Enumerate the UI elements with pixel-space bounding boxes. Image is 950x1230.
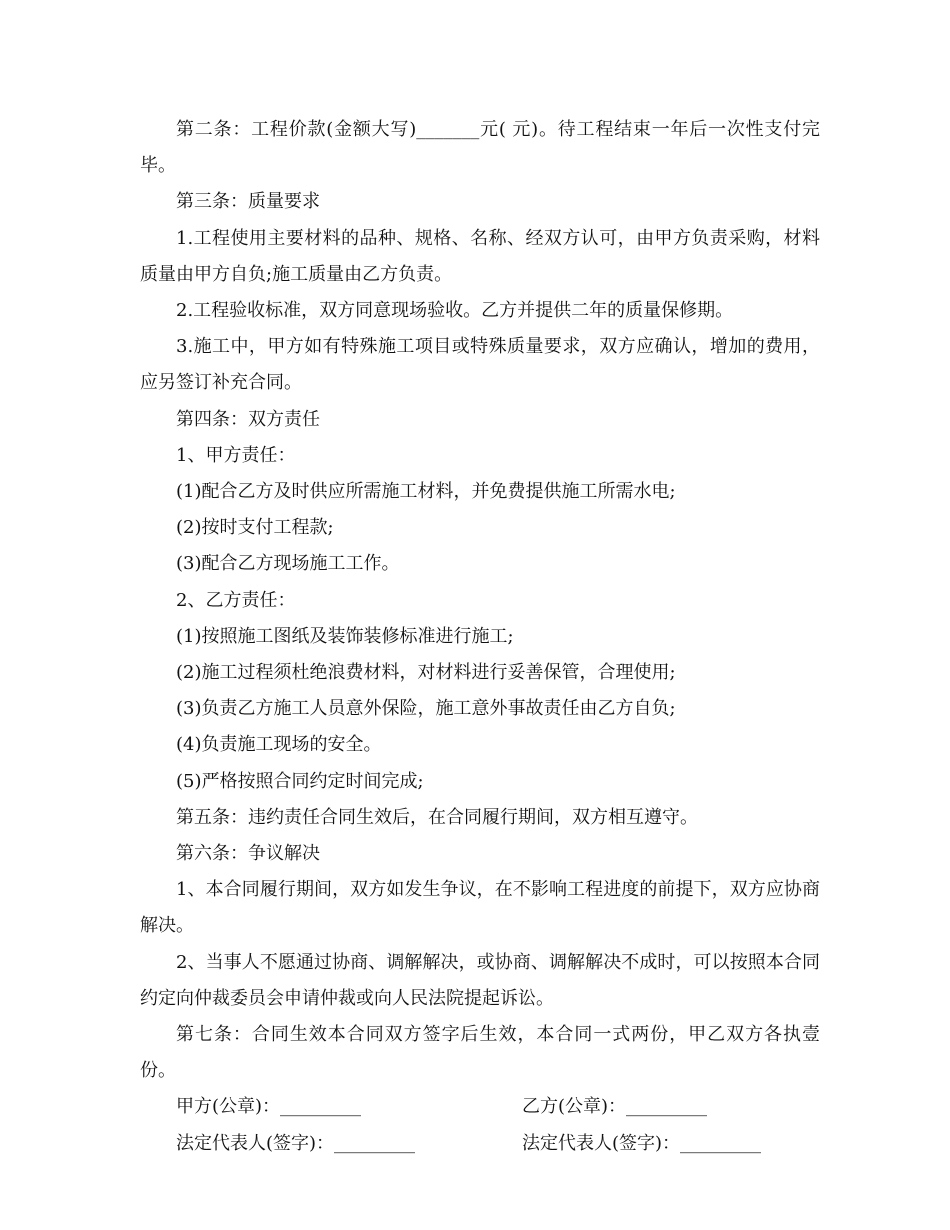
article-7-effect: 第七条：合同生效本合同双方签字后生效，本合同一式两份，甲乙双方各执壹份。 xyxy=(140,1024,820,1082)
party-a-seal-field: 甲方(公章)：_________ xyxy=(176,1096,362,1118)
article-4-heading: 第四条：双方责任 xyxy=(176,408,320,430)
article-2-price: 第二条：工程价款(金额大写)_______元( 元)。待工程结束一年后一次性支付完毕。 xyxy=(140,119,820,177)
article-6-item-1: 1、本合同履行期间，双方如发生争议，在不影响工程进度的前提下，双方应协商解决。 xyxy=(140,879,820,937)
article-6-item-2: 2、当事人不愿通过协商、调解解决，或协商、调解解决不成时，可以按照本合同约定向仲裁委员会申请仲裁或向人民法院提起诉讼。 xyxy=(140,951,820,1009)
article-5-liability: 第五条：违约责任合同生效后，在合同履行期间，双方相互遵守。 xyxy=(176,806,698,828)
party-b-duties-heading: 2、乙方责任： xyxy=(176,589,296,611)
party-b-duty-1: (1)按照施工图纸及装饰装修标准进行施工; xyxy=(176,625,514,647)
seal-signature-row xyxy=(140,1089,820,1125)
contract-page xyxy=(140,112,820,1162)
party-b-seal-field: 乙方(公章)：_________ xyxy=(522,1096,708,1118)
article-3-item-2: 2.工程验收标准，双方同意现场验收。乙方并提供二年的质量保修期。 xyxy=(176,300,734,322)
article-3-item-3: 3.施工中，甲方如有特殊施工项目或特殊质量要求，双方应确认，增加的费用，应另签订补充合同。 xyxy=(140,336,820,394)
party-a-duty-1: (1)配合乙方及时供应所需施工材料，并免费提供施工所需水电; xyxy=(176,481,676,503)
party-a-representative-field: 法定代表人(签字)：_________ xyxy=(176,1132,416,1154)
article-3-item-1: 1.工程使用主要材料的品种、规格、名称、经双方认可，由甲方负责采购，材料质量由甲方自负;施工质量由乙方负责。 xyxy=(140,227,820,285)
party-b-duty-3: (3)负责乙方施工人员意外保险，施工意外事故责任由乙方自负; xyxy=(176,698,676,720)
party-b-representative-field: 法定代表人(签字)：_________ xyxy=(522,1132,762,1154)
party-a-duty-3: (3)配合乙方现场施工工作。 xyxy=(176,553,400,575)
party-a-duties-heading: 1、甲方责任： xyxy=(176,444,296,466)
representative-signature-row xyxy=(140,1126,820,1162)
article-3-heading: 第三条：质量要求 xyxy=(176,191,320,213)
party-b-duty-5: (5)严格按照合同约定时间完成; xyxy=(176,770,424,792)
article-6-heading: 第六条：争议解决 xyxy=(176,843,320,865)
party-b-duty-2: (2)施工过程须杜绝浪费材料，对材料进行妥善保管，合理使用; xyxy=(176,662,676,684)
party-b-duty-4: (4)负责施工现场的安全。 xyxy=(176,734,382,756)
party-a-duty-2: (2)按时支付工程款; xyxy=(176,517,334,539)
